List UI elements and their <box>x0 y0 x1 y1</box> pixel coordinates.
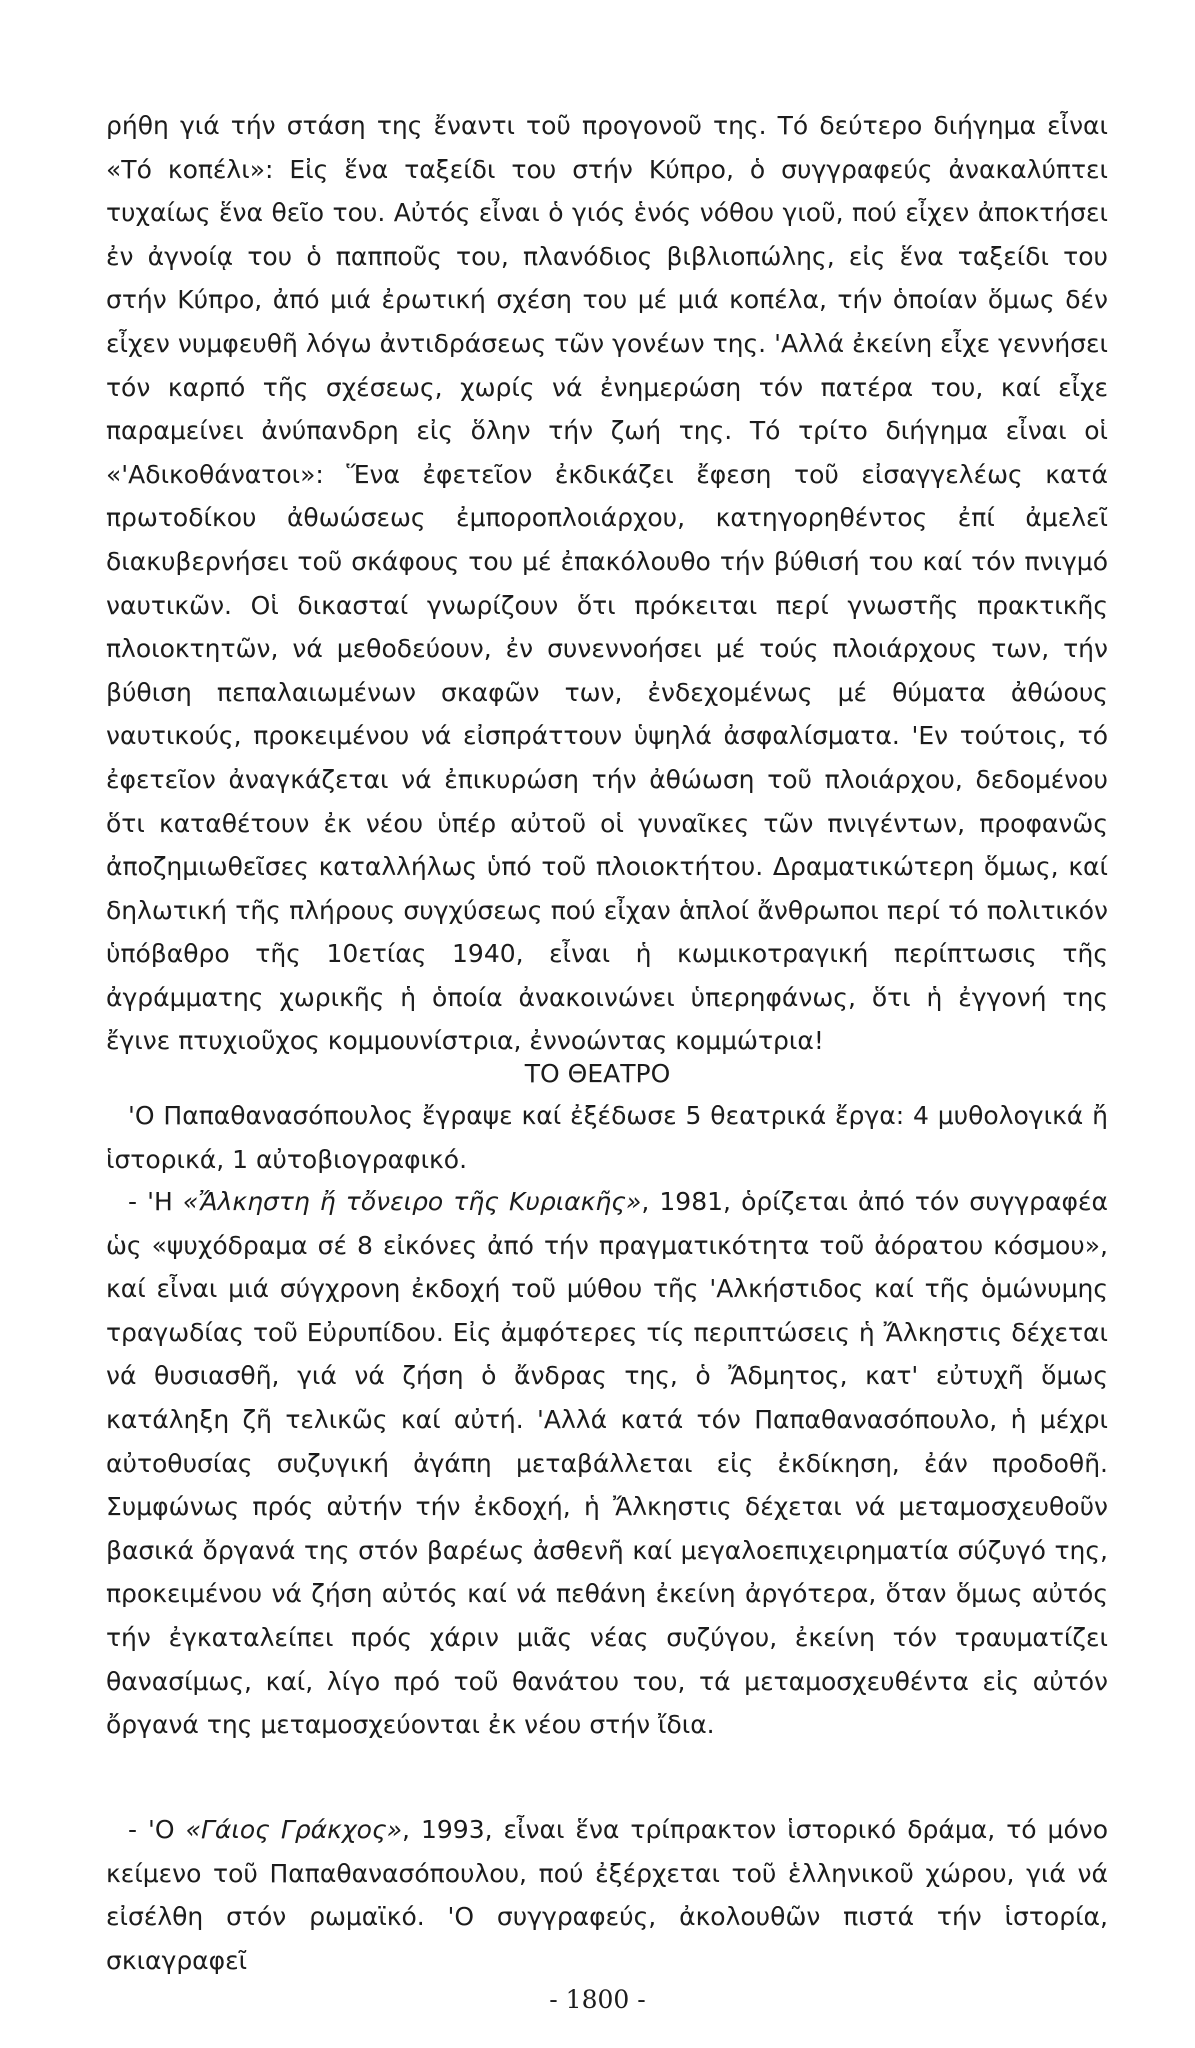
paragraph-text: , 1993, εἶναι ἕνα τρίπρακτον ἱστορικό δράμα, τό μόνο κείμενο τοῦ Παπαθανασόπουλου, πού ἐξέρχεται τοῦ ἑλληνικοῦ χώρου, γιά νά εἰσέλθη στόν ρωμαϊκό. 'Ο συγγραφεύς, ἀκολουθῶν πιστά τήν ἱστορία, σκιαγραφεῖ <box>106 1815 1108 1975</box>
work-title: «Ἄλκηστη ἤ τὄνειρο τῆς Κυριακῆς» <box>182 1187 642 1216</box>
page-number: - 1800 - <box>549 1985 646 2014</box>
body-paragraph <box>106 1180 1108 1747</box>
body-paragraph: ρήθη γιά τήν στάση της ἔναντι τοῦ προγονοῦ της. Τό δεύτερο διήγημα εἶναι «Τό κοπέλι»: Εἰς ἕνα ταξείδι του στήν Κύπρο, ὁ συγγραφεύς ἀνακαλύπτει τυχαίως ἕνα θεῖο του. Αὐτός εἶναι ὁ γιός ἑνός νόθου γιοῦ, πού εἶχεν ἀποκτήσει ἐν ἀγνοίᾳ του ὁ παπποῦς του, πλανόδιος βιβλιοπώλης, εἰς ἕνα ταξείδι του στήν Κύπρο, ἀπό μιά ἐρωτική σχέση του μέ μιά κοπέλα, τήν ὁποίαν ὅμως δέν εἶχεν νυμφευθῆ λόγω ἀντιδράσεως τῶν γονέων της. 'Αλλά ἐκείνη εἶχε γεννήσει τόν καρπό τῆς σχέσεως, χωρίς νά ἐνημερώση τόν πατέρα του, καί εἶχε παραμείνει ἀνύπανδρη εἰς ὅλην τήν ζωή της. Τό τρίτο διήγημα εἶναι οἱ «'Αδικοθάνατοι»: Ἕνα ἐφετεῖον ἐκδικάζει ἔφεση τοῦ εἰσαγγελέως κατά πρωτοδίκου ἀθωώσεως ἐμποροπλοιάρχου, κατηγορηθέντος ἐπί ἀμελεῖ διακυβερνήσει τοῦ σκάφους του μέ ἐπακόλουθο τήν βύθισή του καί τόν πνιγμό ναυτικῶν. Οἱ δικασταί γνωρίζουν ὅτι πρόκειται περί γνωστῆς πρακτικῆς πλοιοκτητῶν, νά μεθοδεύουν, ἐν συνεννοήσει μέ τούς πλοιάρχους των, τήν βύθιση πεπαλαιωμένων σκαφῶν των, ἐνδεχομένως μέ θύματα ἀθώους ναυτικούς, προκειμένου νά εἰσπράττουν ὑψηλά ἀσφαλίσματα. 'Εν τούτοις, τό ἐφετεῖον ἀναγκάζεται νά ἐπικυρώση τήν ἀθώωση τοῦ πλοιάρχου, δεδομένου ὅτι καταθέτουν ἐκ νέου ὑπέρ αὐτοῦ οἱ γυναῖκες τῶν πνιγέντων, προφανῶς ἀποζημιωθεῖσες καταλλήλως ὑπό τοῦ πλοιοκτήτου. Δραματικώτερη ὅμως, καί δηλωτική τῆς πλήρους συγχύσεως πού εἶχαν ἁπλοί ἄνθρωποι περί τό πολιτικόν ὑπόβαθρο τῆς 10ετίας 1940, εἶναι ἡ κωμικοτραγική περίπτωσις τῆς ἀγράμματης χωρικῆς ἡ ὁποία ἀνακοινώνει ὑπερηφάνως, ὅτι ἡ ἐγγονή της ἔγινε πτυχιοῦχος κομμουνίστρια, ἐννοώντας κομμώτρια! <box>106 111 1108 1056</box>
paragraph-text: 'Ο Παπαθανασόπουλος ἔγραψε καί ἐξέδωσε 5 θεατρικά ἔργα: 4 μυθολογικά ἤ ἱστορικά, 1 αὐτοβιογραφικό. <box>106 1101 1108 1174</box>
body-paragraph <box>106 1094 1108 1181</box>
body-paragraph <box>106 1808 1108 1982</box>
section-heading: ΤΟ ΘΕΑΤΡΟ <box>524 1059 671 1088</box>
paragraph-lead: - 'Ο <box>128 1815 186 1844</box>
paragraph-lead: - 'Η <box>128 1187 183 1216</box>
paragraph-text: , 1981, ὁρίζεται ἀπό τόν συγγραφέα ὡς «ψυχόδραμα σέ 8 εἰκόνες ἀπό τήν πραγματικότητα τοῦ ἀόρατου κόσμου», καί εἶναι μιά σύγχρονη ἐκδοχή τοῦ μύθου τῆς 'Αλκήστιδος καί τῆς ὁμώνυμης τραγωδίας τοῦ Εὐρυπίδου. Εἰς ἀμφότερες τίς περιπτώσεις ἡ Ἄλκηστις δέχεται νά θυσιασθῆ, γιά νά ζήση ὁ ἄνδρας της, ὁ Ἄδμητος, κατ' εὐτυχῆ ὅμως κατάληξη ζῆ τελικῶς καί αὐτή. 'Αλλά κατά τόν Παπαθανασόπουλο, ἡ μέχρι αὐτοθυσίας συζυγική ἀγάπη μεταβάλλεται εἰς ἐκδίκηση, ἐάν προδοθῆ. Συμφώνως πρός αὐτήν τήν ἐκδοχή, ἡ Ἄλκηστις δέχεται νά μεταμοσχευθοῦν βασικά ὄργανά της στόν βαρέως ἀσθενῆ καί μεγαλοεπιχειρηματία σύζυγό της, προκειμένου νά ζήση αὐτός καί νά πεθάνη ἐκείνη ἀργότερα, ὅταν ὅμως αὐτός τήν ἐγκαταλείπει πρός χάριν μιᾶς νέας συζύγου, ἐκείνη τόν τραυματίζει θανασίμως, καί, λίγο πρό τοῦ θανάτου του, τά μεταμοσχευθέντα εἰς αὐτόν ὄργανά της μεταμοσχεύονται ἐκ νέου στήν ἴδια. <box>106 1187 1108 1740</box>
work-title: «Γάιος Γράκχος» <box>185 1815 403 1844</box>
